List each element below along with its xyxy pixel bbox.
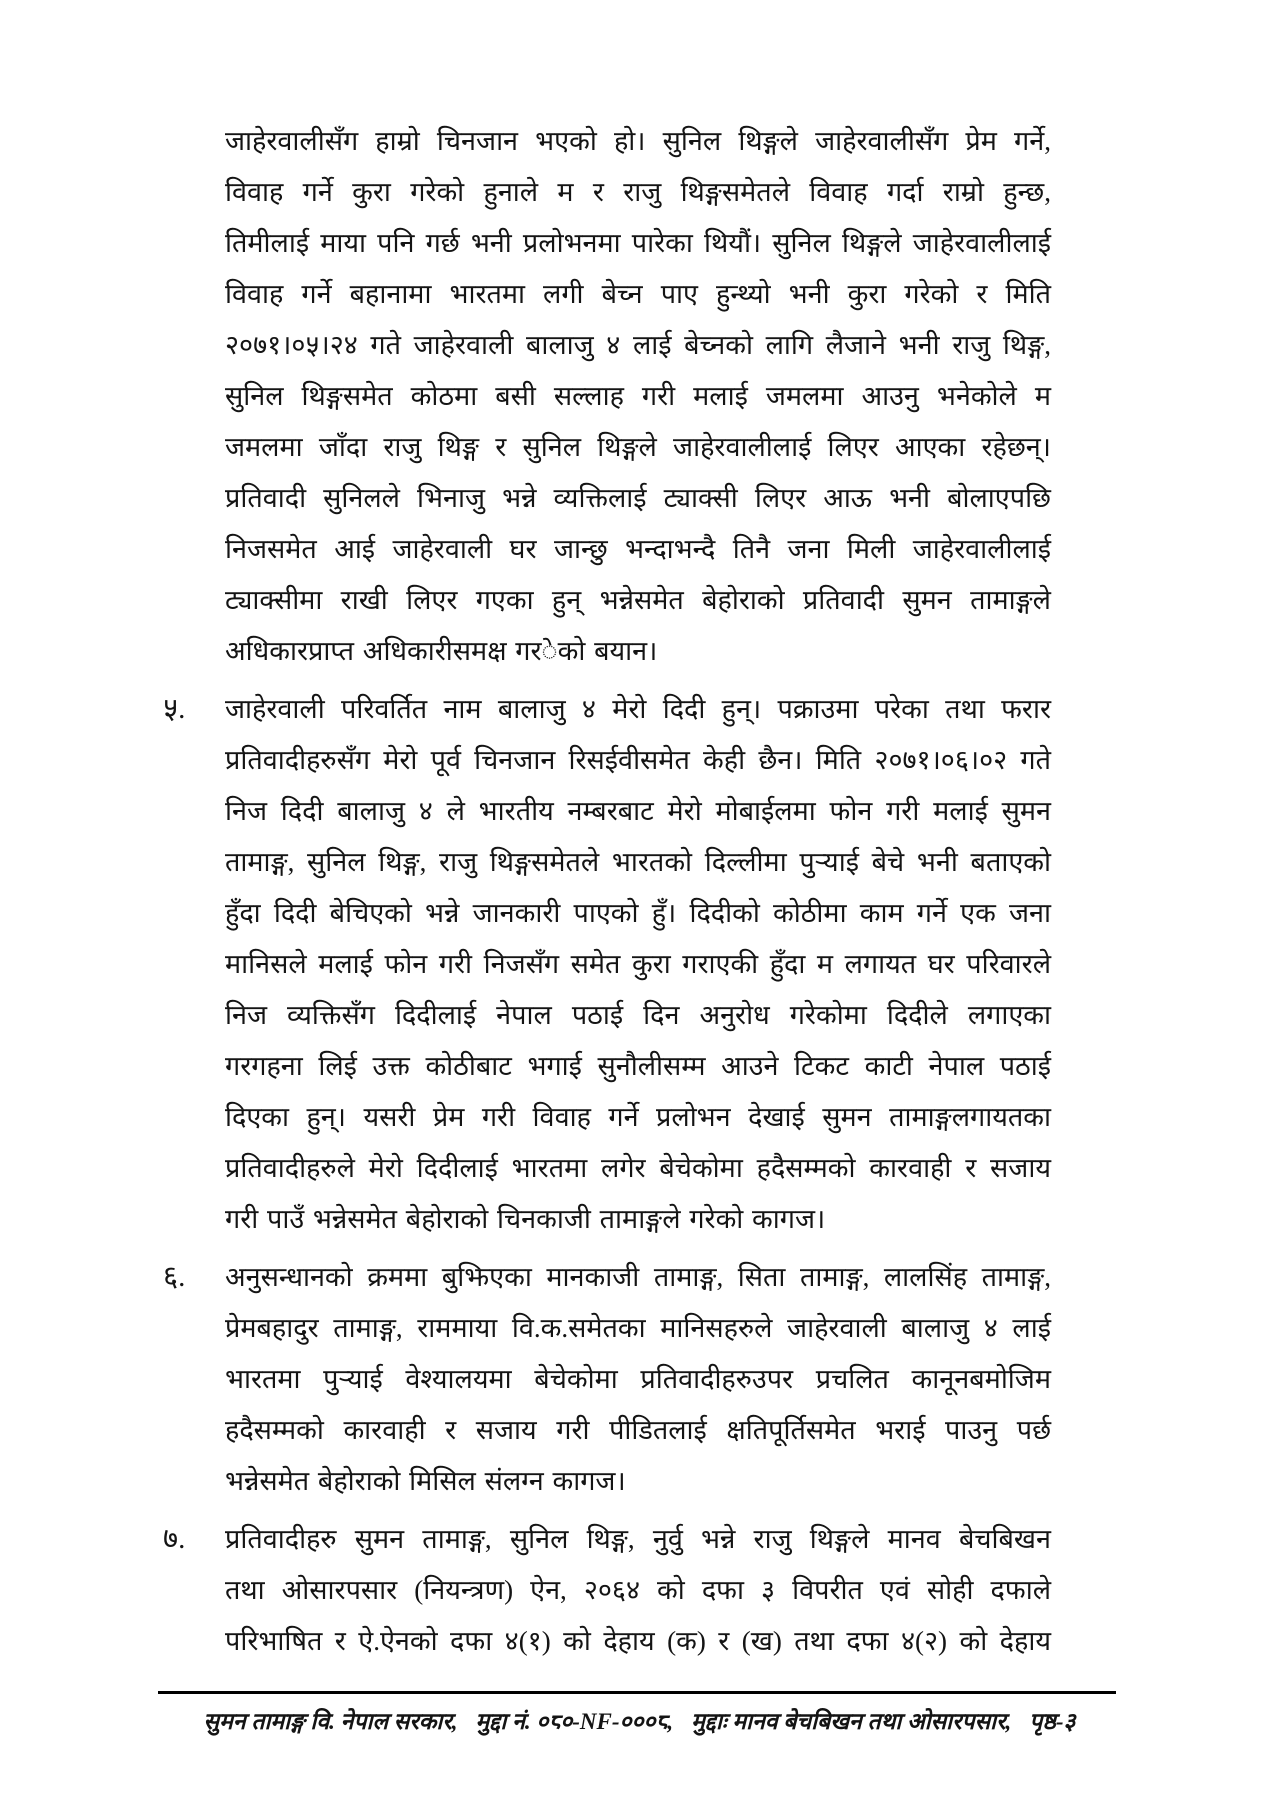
text-line: हुँदा दिदी बेचिएको भन्ने जानकारी पाएको हुँ। दिदीको कोठीमा काम गर्ने एक जना — [225, 898, 1051, 928]
paragraph — [163, 1514, 1051, 1667]
text-line: तथा ओसारपसार (नियन्त्रण) ऐन, २०६४ को दफा ३ विपरीत एवं सोही दफाले — [225, 1575, 1051, 1605]
text-line: ट्याक्सीमा राखी लिएर गएका हुन् भन्नेसमेत बेहोराको प्रतिवादी सुमन तामाङ्गले — [225, 585, 1051, 615]
footer-divider — [158, 1691, 1116, 1694]
text-line: अधिकारप्राप्त अधिकारीसमक्ष गर◌ेको बयान। — [225, 636, 658, 666]
paragraph — [225, 116, 1051, 677]
text-line: जमलमा जाँदा राजु थिङ्ग र सुनिल थिङ्गले जाहेरवालीलाई लिएर आएका रहेछन्। — [225, 432, 1051, 462]
text-line: निजसमेत आई जाहेरवाली घर जान्छु भन्दाभन्दै तिनै जना मिली जाहेरवालीलाई — [225, 534, 1051, 564]
text-line: तिमीलाई माया पनि गर्छ भनी प्रलोभनमा पारेका थियौं। सुनिल थिङ्गले जाहेरवालीलाई — [225, 228, 1051, 258]
footer-case-number: मुद्दा नं. ०८०-NF-०००८, — [475, 1709, 674, 1734]
text-line: गरी पाउँ भन्नेसमेत बेहोराको चिनकाजी तामाङ्गले गरेको कागज। — [225, 1204, 826, 1234]
paragraph-number: ७. — [163, 1523, 186, 1555]
text-line: प्रतिवादीहरुले मेरो दिदीलाई भारतमा लगेर बेचेकोमा हदैसम्मको कारवाही र सजाय — [225, 1153, 1051, 1183]
text-line: प्रतिवादीहरुसँग मेरो पूर्व चिनजान रिसईवीसमेत केही छैन। मिति २०७१।०६।०२ गते — [225, 745, 1051, 775]
text-line: निज दिदी बालाजु ४ ले भारतीय नम्बरबाट मेरो मोबाईलमा फोन गरी मलाई सुमन — [225, 796, 1051, 826]
text-line: विवाह गर्ने बहानामा भारतमा लगी बेच्न पाए हुन्थ्यो भनी कुरा गरेको र मिति — [225, 279, 1051, 309]
document-body — [163, 116, 1051, 1674]
paragraph — [163, 1252, 1051, 1507]
text-line: भन्नेसमेत बेहोराको मिसिल संलग्न कागज। — [225, 1466, 626, 1496]
text-line: भारतमा पुऱ्याई वेश्यालयमा बेचेकोमा प्रतिवादीहरुउपर प्रचलित कानूनबमोजिम — [225, 1364, 1051, 1394]
text-line: निज व्यक्तिसँग दिदीलाई नेपाल पठाई दिन अनुरोध गरेकोमा दिदीले लगाएका — [225, 1000, 1051, 1030]
text-line: विवाह गर्ने कुरा गरेको हुनाले म र राजु थिङ्गसमेतले विवाह गर्दा राम्रो हुन्छ, — [225, 177, 1051, 207]
text-line: प्रतिवादी सुनिलले भिनाजु भन्ने व्यक्तिलाई ट्याक्सी लिएर आऊ भनी बोलाएपछि — [225, 483, 1051, 513]
paragraph — [163, 684, 1051, 1245]
text-line: अनुसन्धानको क्रममा बुझिएका मानकाजी तामाङ्ग, सिता तामाङ्ग, लालसिंह तामाङ्ग, — [225, 1262, 1051, 1292]
text-line: सुनिल थिङ्गसमेत कोठमा बसी सल्लाह गरी मलाई जमलमा आउनु भनेकोले म — [225, 381, 1051, 411]
text-line: परिभाषित र ऐ.ऐनको दफा ४(१) को देहाय (क) र (ख) तथा दफा ४(२) को देहाय — [225, 1626, 1051, 1656]
text-line: २०७१।०५।२४ गते जाहेरवाली बालाजु ४ लाई बेच्नको लागि लैजाने भनी राजु थिङ्ग, — [225, 330, 1051, 360]
paragraph-number: ५. — [163, 693, 186, 725]
text-line: हदैसम्मको कारवाही र सजाय गरी पीडितलाई क्षतिपूर्तिसमेत भराई पाउनु पर्छ — [225, 1415, 1051, 1445]
text-line: गरगहना लिई उक्त कोठीबाट भगाई सुनौलीसम्म आउने टिकट काटी नेपाल पठाई — [225, 1051, 1051, 1081]
footer-page-number: पृष्ठ-३ — [1029, 1709, 1076, 1734]
footer — [163, 1702, 1116, 1742]
text-line: दिएका हुन्। यसरी प्रेम गरी विवाह गर्ने प्रलोभन देखाई सुमन तामाङ्गलगायतका — [225, 1102, 1051, 1132]
footer-case-type: मुद्दाः मानव बेचबिखन तथा ओसारपसार, — [691, 1709, 1012, 1734]
footer-case-caption: सुमन तामाङ्ग वि. नेपाल सरकार, — [203, 1709, 458, 1734]
text-line: मानिसले मलाई फोन गरी निजसँग समेत कुरा गराएकी हुँदा म लगायत घर परिवारले — [225, 949, 1051, 979]
text-line: तामाङ्ग, सुनिल थिङ्ग, राजु थिङ्गसमेतले भारतको दिल्लीमा पुऱ्याई बेचे भनी बताएको — [225, 847, 1051, 877]
paragraph-number: ६. — [163, 1261, 186, 1293]
text-line: जाहेरवाली परिवर्तित नाम बालाजु ४ मेरो दिदी हुन्। पक्राउमा परेका तथा फरार — [225, 694, 1051, 724]
text-line: जाहेरवालीसँग हाम्रो चिनजान भएको हो। सुनिल थिङ्गले जाहेरवालीसँग प्रेम गर्ने, — [225, 126, 1051, 156]
text-line: प्रेमबहादुर तामाङ्ग, राममाया वि.क.समेतका मानिसहरुले जाहेरवाली बालाजु ४ लाई — [225, 1313, 1051, 1343]
text-line: प्रतिवादीहरु सुमन तामाङ्ग, सुनिल थिङ्ग, नुर्वु भन्ने राजु थिङ्गले मानव बेचबिखन — [225, 1524, 1051, 1554]
